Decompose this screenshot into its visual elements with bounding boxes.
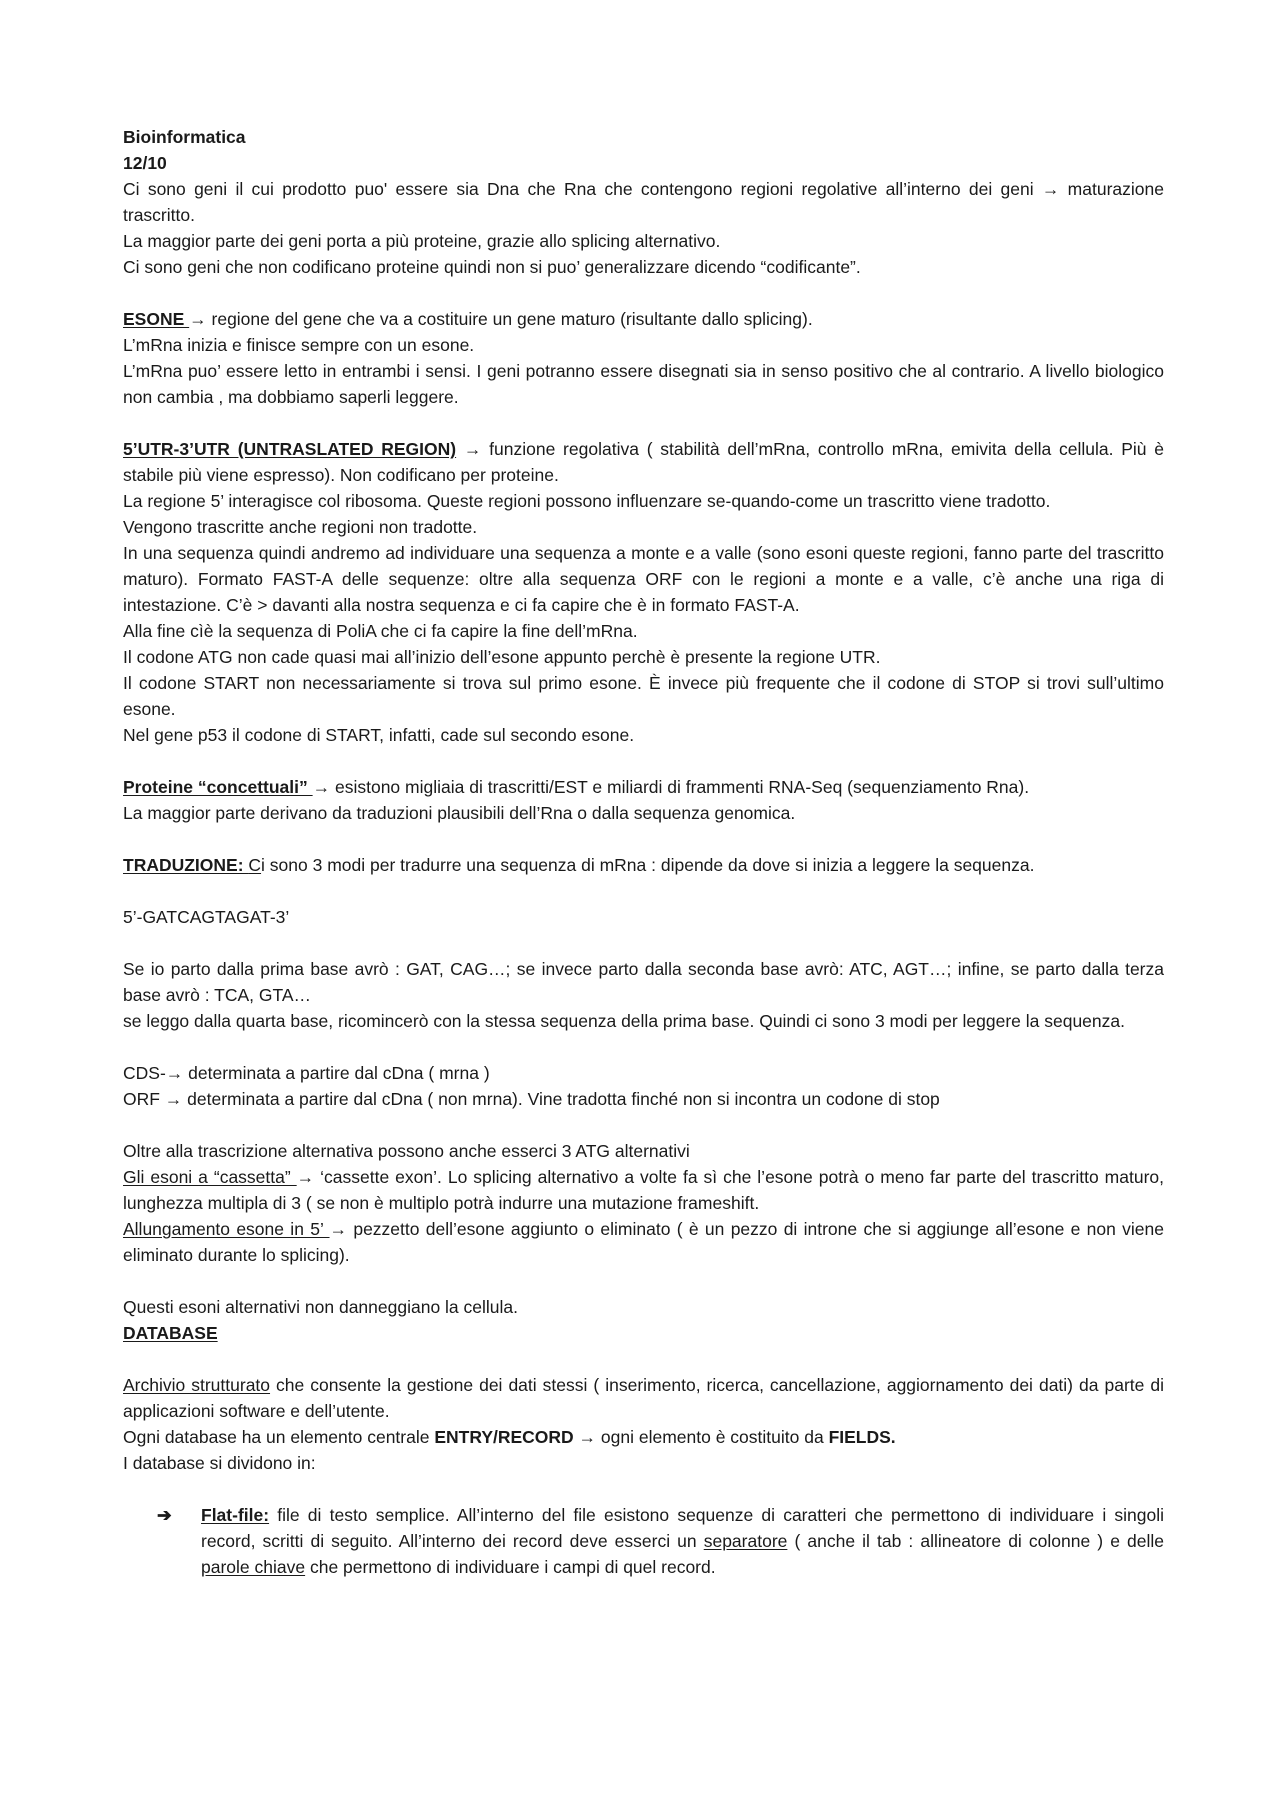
esone-line-2: L’mRna puo’ essere letto in entrambi i sensi. I geni potranno essere disegnati sia in senso positivo che al contrario. A livello biologico non cambia , ma dobbiamo saperli leggere. (123, 361, 1164, 407)
parole-chiave-term: parole chiave (201, 1557, 306, 1577)
example-sequence: 5’-GATCAGTAGAT-3’ (123, 907, 290, 927)
reading-frames-1: Se io parto dalla prima base avrò : GAT, CAG…; se invece parto dalla seconda base avrò: ATC, AGT…; infine, se parto dalla terza base avrò : TCA, GTA… (123, 959, 1164, 1005)
document-title: Bioinformatica (123, 127, 246, 147)
utr-definition: 5’UTR-3’UTR (UNTRASLATED REGION) → funzione regolativa ( stabilità dell’mRna, controllo mRna, emivita della cellula. Più è stabile più viene espresso). Non codificano per proteine. (123, 439, 1164, 485)
flat-file-definition: Flat-file: file di testo semplice. All’interno del file esistono sequenze di caratteri che permettono di individuare i singoli record, scritti di seguito. All’interno dei record deve esserci un separatore ( anche il tab : allineatore di colonne ) e delle parole chiave che permettono di individuare i campi di quel record. (201, 1505, 1164, 1577)
reading-frames-2: se leggo dalla quarta base, ricomincerò con la stessa sequenza della prima base. Quindi ci sono 3 modi per leggere la sequenza. (123, 1011, 1125, 1031)
utr-line-1: La regione 5’ interagisce col ribosoma. Queste regioni possono influenzare se-quando-come un trascritto viene tradotto. (123, 491, 1051, 511)
traduzione-definition: TRADUZIONE: Ci sono 3 modi per tradurre una sequenza di mRna : dipende da dove si inizia a leggere la sequenza. (123, 855, 1035, 875)
intro-paragraph-1: Ci sono geni il cui prodotto puo' essere sia Dna che Rna che contengono regioni regolative all’interno dei geni → maturazione trascritto. (123, 179, 1164, 225)
intro-paragraph-3: Ci sono geni che non codificano proteine quindi non si puo’ generalizzare dicendo “codificante”. (123, 257, 861, 277)
allungamento-definition: Allungamento esone in 5’ → pezzetto dell’esone aggiunto o eliminato ( è un pezzo di introne che si aggiunge all’esone e non viene eliminato durante lo splicing). (123, 1219, 1164, 1265)
proteine-definition: Proteine “concettuali” → esistono migliaia di trascritti/EST e miliardi di frammenti RNA-Seq (sequenziamento Rna). (123, 777, 1030, 797)
database-heading: DATABASE (123, 1323, 218, 1343)
esone-line-1: L’mRna inizia e finisce sempre con un esone. (123, 335, 475, 355)
cds-definition: CDS-→ determinata a partire dal cDna ( mrna ) (123, 1063, 490, 1083)
database-divide-line: I database si dividono in: (123, 1453, 316, 1473)
utr-line-5: Il codone ATG non cade quasi mai all’inizio dell’esone appunto perchè è presente la regione UTR. (123, 647, 881, 667)
utr-line-2: Vengono trascritte anche regioni non tradotte. (123, 517, 478, 537)
utr-term: 5’UTR-3’UTR (UNTRASLATED REGION) (123, 439, 457, 459)
entry-record-line: Ogni database ha un elemento centrale ENTRY/RECORD → ogni elemento è costituito da FIELDS. (123, 1427, 896, 1447)
orf-definition: ORF → determinata a partire dal cDna ( non mrna). Vine tradotta finché non si incontra un codone di stop (123, 1089, 940, 1109)
esone-term: ESONE (123, 309, 190, 329)
arrow-right-icon: ➔ (157, 1505, 172, 1525)
utr-line-6: Il codone START non necessariamente si trova sul primo esone. È invece più frequente che il codone di STOP si trovi sull’ultimo esone. (123, 673, 1164, 719)
lecture-date: 12/10 (123, 153, 167, 173)
archive-definition: Archivio strutturato che consente la gestione dei dati stessi ( inserimento, ricerca, cancellazione, aggiornamento dei dati) da parte di applicazioni software e dell’utente. (123, 1375, 1164, 1421)
intro-paragraph-2: La maggior parte dei geni porta a più proteine, grazie allo splicing alternativo. (123, 231, 721, 251)
list-item (123, 1502, 1164, 1580)
utr-line-3: In una sequenza quindi andremo ad individuare una sequenza a monte e a valle (sono esoni queste regioni, fanno parte del trascritto maturo). Formato FAST-A delle sequenze: oltre alla sequenza ORF con le regioni a monte e a valle, c’è anche una riga di intestazione. C’è > davanti alla nostra sequenza e ci fa capire che è in formato FAST-A. (123, 543, 1164, 615)
proteine-term: Proteine “concettuali” (123, 777, 313, 797)
traduzione-term: TRADUZIONE: (123, 855, 249, 875)
entry-record-term: ENTRY/RECORD (434, 1427, 574, 1447)
closing-line: Questi esoni alternativi non danneggiano la cellula. (123, 1297, 518, 1317)
cassette-exon-definition: Gli esoni a “cassetta” → ‘cassette exon’. Lo splicing alternativo a volte fa sì che l’esone potrà o meno far parte del trascritto maturo, lunghezza multipla di 3 ( se non è multiplo potrà indurre una mutazione frameshift. (123, 1167, 1165, 1213)
archive-term: Archivio strutturato (123, 1375, 271, 1395)
flat-file-term: Flat-file: (201, 1505, 270, 1525)
utr-line-4: Alla fine cìè la sequenza di PoliA che ci fa capire la fine dell’mRna. (123, 621, 638, 641)
alternative-atg: Oltre alla trascrizione alternativa possono anche esserci 3 ATG alternativi (123, 1141, 690, 1161)
esone-definition: ESONE → regione del gene che va a costituire un gene maturo (risultante dallo splicing). (123, 309, 813, 329)
proteine-line-1: La maggior parte derivano da traduzioni plausibili dell’Rna o dalla sequenza genomica. (123, 803, 796, 823)
allungamento-term: Allungamento esone in 5’ (123, 1219, 330, 1239)
cassette-term: Gli esoni a “cassetta” (123, 1167, 297, 1187)
fields-term: FIELDS. (828, 1427, 896, 1447)
utr-line-7: Nel gene p53 il codone di START, infatti, cade sul secondo esone. (123, 725, 635, 745)
separatore-term: separatore (703, 1531, 788, 1551)
